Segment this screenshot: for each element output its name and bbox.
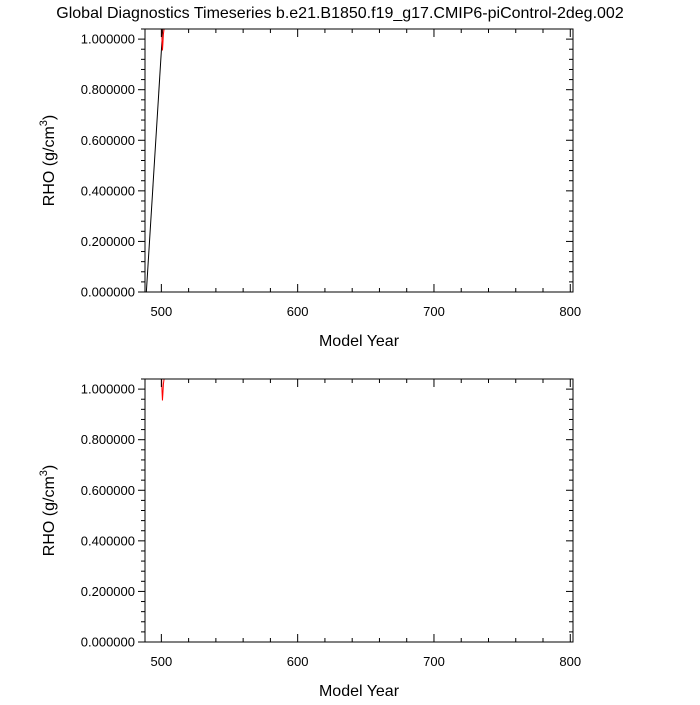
y-tick-label: 0.200000 bbox=[80, 233, 135, 249]
plot-frame bbox=[145, 379, 573, 642]
top-panel bbox=[38, 29, 581, 350]
y-axis-label-main: RHO (g/cm bbox=[41, 126, 58, 207]
y-tick-label: 1.000000 bbox=[80, 31, 135, 47]
x-axis-label: Model Year bbox=[318, 683, 400, 700]
y-axis-label-superscript: 3 bbox=[38, 470, 50, 477]
plot-frame bbox=[145, 29, 573, 292]
series-line-0 bbox=[146, 29, 162, 292]
x-tick-label: 500 bbox=[150, 654, 173, 669]
y-axis-label-close: ) bbox=[41, 464, 58, 471]
y-tick-label: 0.400000 bbox=[80, 183, 135, 199]
x-tick-label: 800 bbox=[559, 304, 582, 319]
y-tick-label: 0.000000 bbox=[80, 284, 135, 300]
y-tick-label: 0.600000 bbox=[80, 482, 135, 498]
series-line-0 bbox=[162, 379, 164, 401]
x-tick-label: 600 bbox=[286, 654, 309, 669]
y-tick-label: 0.600000 bbox=[80, 132, 135, 148]
y-axis-label-main: RHO (g/cm bbox=[41, 476, 58, 557]
y-axis-label bbox=[38, 465, 58, 556]
y-tick-label: 1.000000 bbox=[80, 381, 135, 397]
x-axis-label: Model Year bbox=[318, 333, 400, 350]
y-axis-label-superscript: 3 bbox=[38, 120, 50, 127]
bottom-panel bbox=[38, 379, 581, 700]
y-tick-label: 0.200000 bbox=[80, 583, 135, 599]
x-tick-label: 700 bbox=[423, 654, 445, 669]
series-group bbox=[162, 379, 164, 401]
y-axis-label bbox=[38, 115, 58, 206]
x-tick-label: 500 bbox=[150, 304, 173, 319]
x-tick-label: 800 bbox=[559, 654, 582, 669]
chart-title: Global Diagnostics Timeseries b.e21.B1850.f19_g17.CMIP6-piControl-2deg.002 bbox=[56, 5, 624, 22]
y-tick-label: 0.000000 bbox=[80, 634, 135, 650]
y-tick-label: 0.800000 bbox=[80, 82, 135, 98]
series-group bbox=[146, 29, 164, 292]
y-tick-label: 0.400000 bbox=[80, 533, 135, 549]
y-axis-label-close: ) bbox=[41, 114, 58, 121]
y-tick-label: 0.800000 bbox=[80, 432, 135, 448]
x-tick-label: 700 bbox=[423, 304, 445, 319]
x-tick-label: 600 bbox=[286, 304, 309, 319]
